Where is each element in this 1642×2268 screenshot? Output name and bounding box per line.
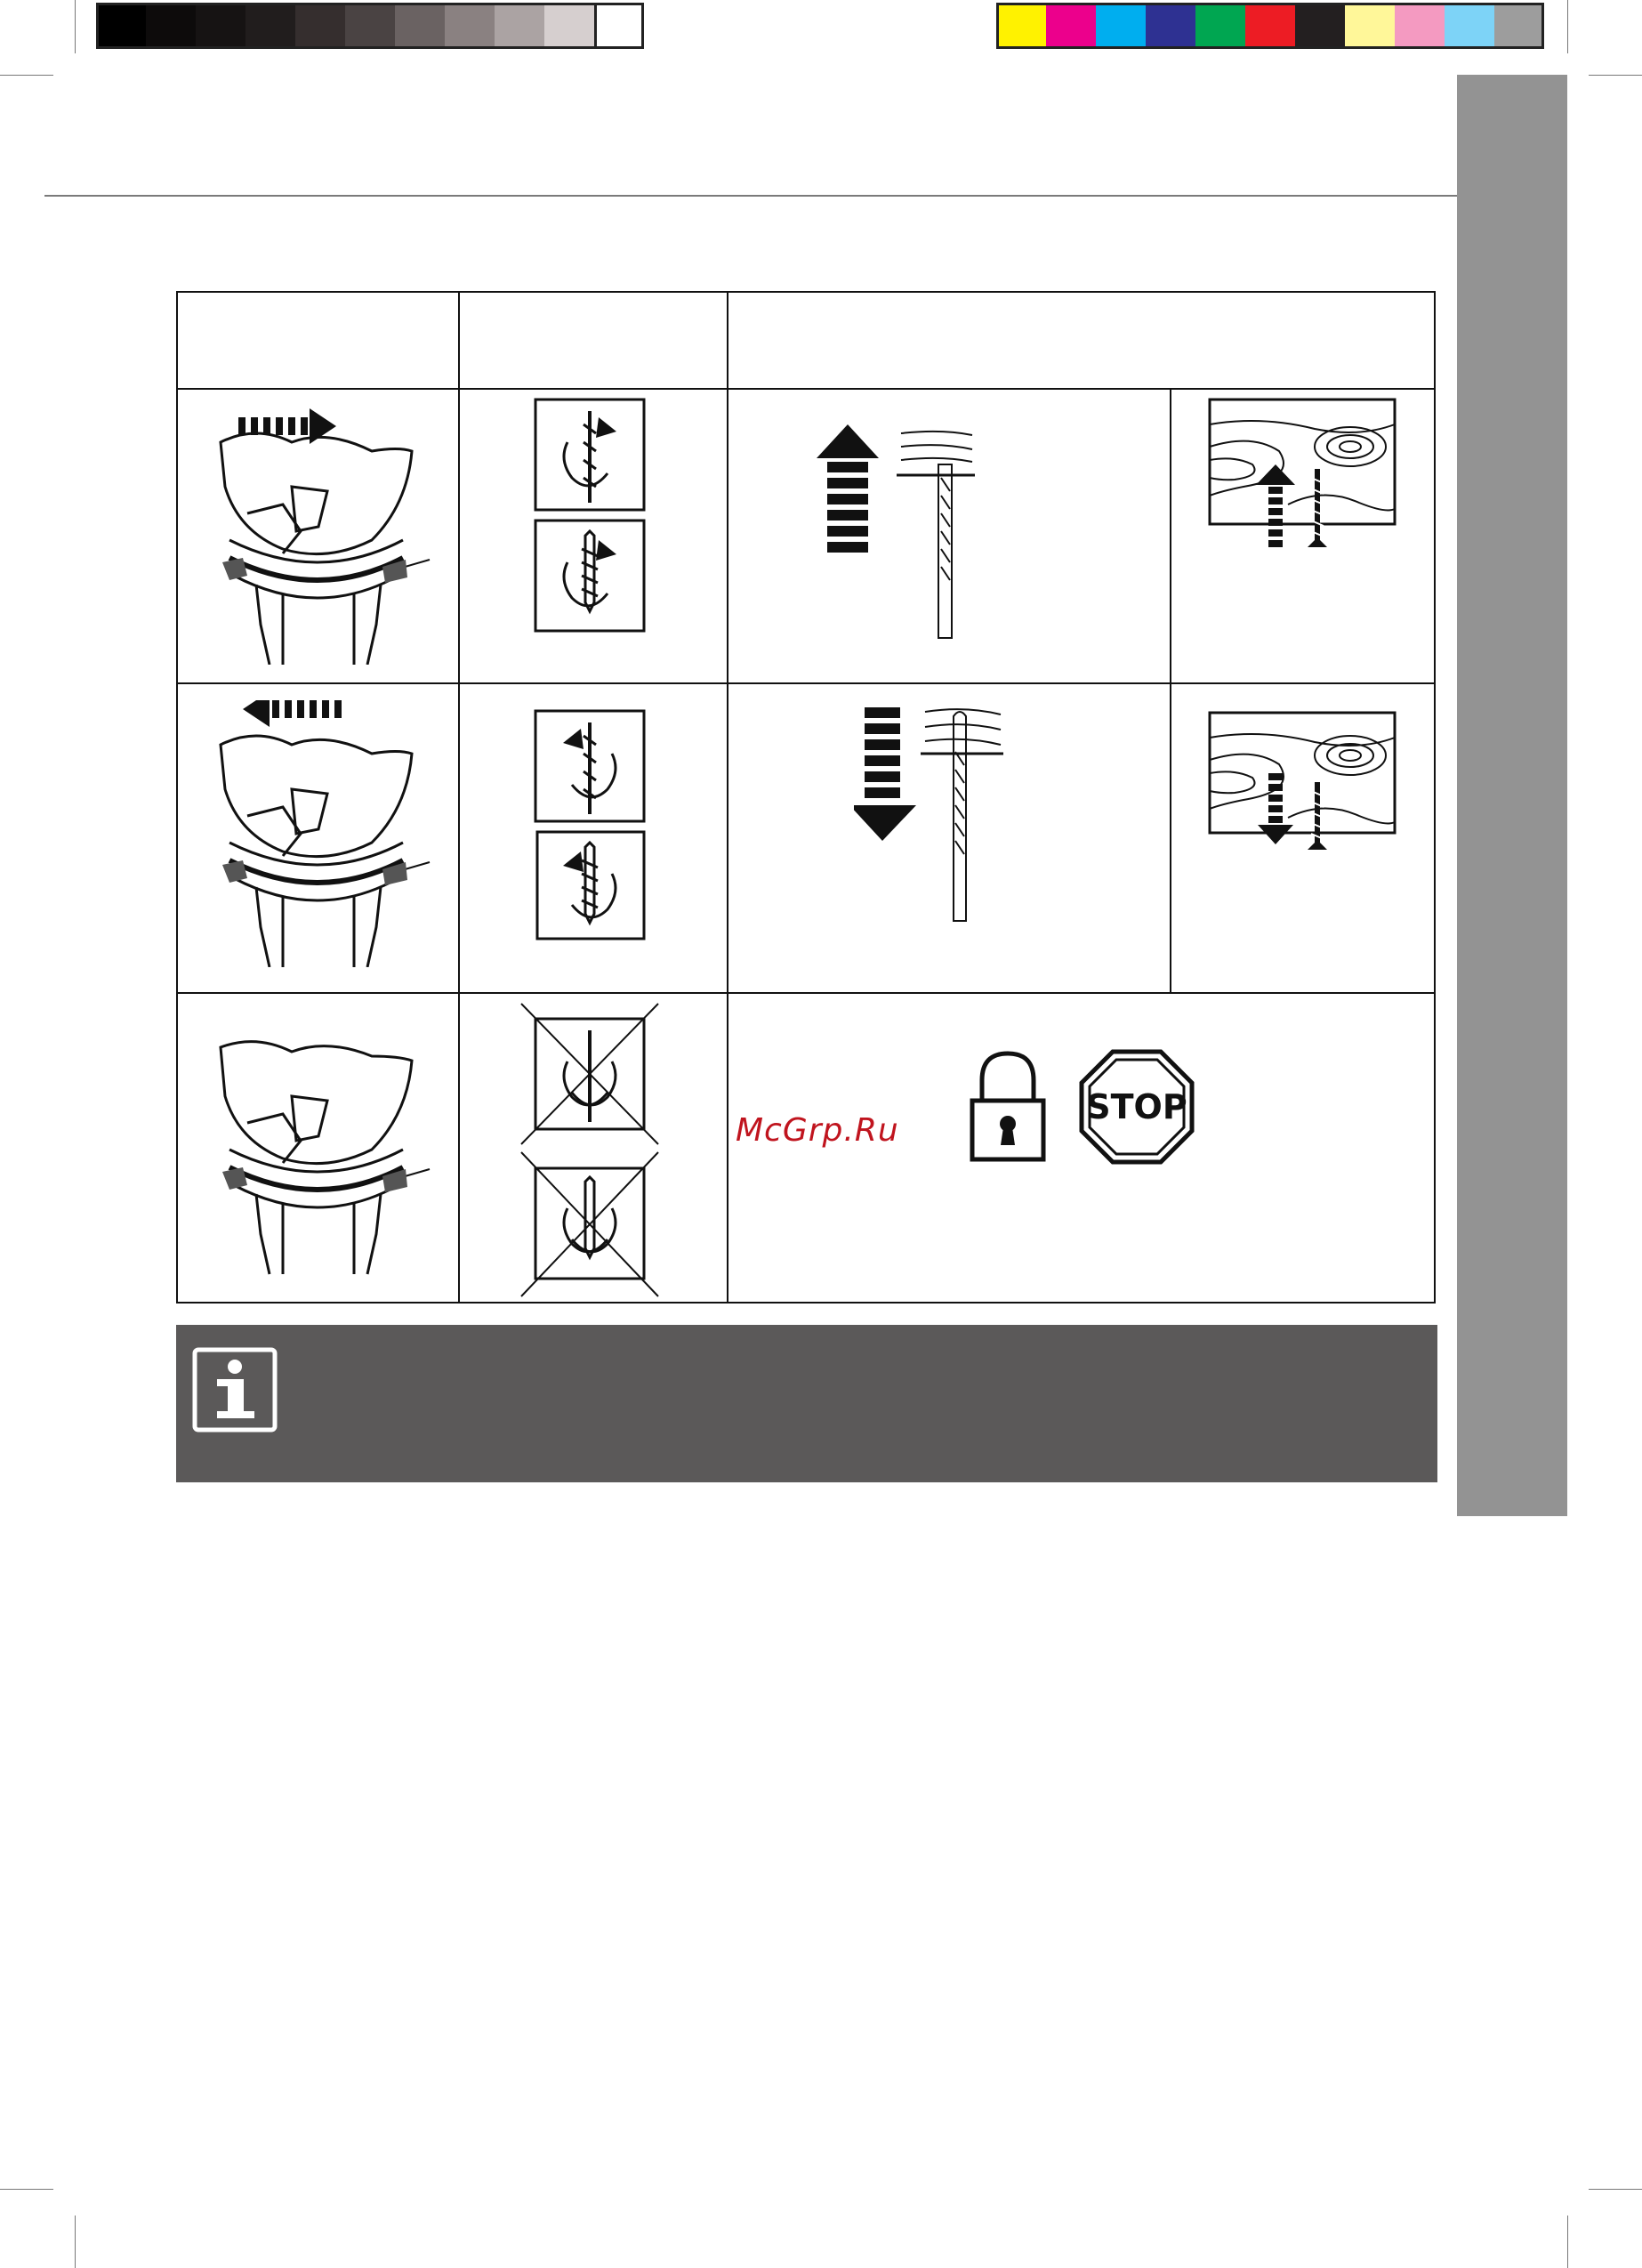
drill-selector-forward-illustration xyxy=(194,407,443,665)
stop-sign-icon xyxy=(1079,1049,1195,1165)
rotation-disabled-icons xyxy=(519,999,662,1298)
crop-mark xyxy=(1567,0,1568,53)
crop-mark xyxy=(75,0,76,53)
drilling-in-illustration xyxy=(817,424,1030,647)
screwing-out-illustration xyxy=(1208,711,1404,880)
drilling-out-illustration xyxy=(854,698,1067,948)
watermark-text: McGrp.Ru xyxy=(736,1112,899,1149)
rotation-clockwise-icons xyxy=(532,398,648,634)
rotation-direction-table xyxy=(176,291,1436,1303)
crop-mark xyxy=(1567,2216,1568,2268)
screwing-in-illustration xyxy=(1208,398,1404,567)
side-section-tab xyxy=(1457,75,1567,1516)
gray-bar-border xyxy=(96,3,644,49)
padlock-icon xyxy=(968,1049,1048,1163)
info-icon xyxy=(192,1347,278,1433)
crop-mark xyxy=(1589,75,1642,76)
header-rule xyxy=(44,195,1457,197)
stop-sign-text: STOP xyxy=(1086,1087,1187,1126)
color-bar-border xyxy=(996,3,1544,49)
crop-mark xyxy=(75,2216,76,2268)
crop-mark xyxy=(1589,2189,1642,2190)
crop-mark xyxy=(0,75,53,76)
drill-selector-reverse-illustration xyxy=(194,700,443,967)
crop-mark xyxy=(0,2189,53,2190)
drill-selector-locked-illustration xyxy=(194,1021,443,1279)
rotation-counterclockwise-icons xyxy=(532,709,648,940)
info-note-bar xyxy=(176,1325,1437,1482)
